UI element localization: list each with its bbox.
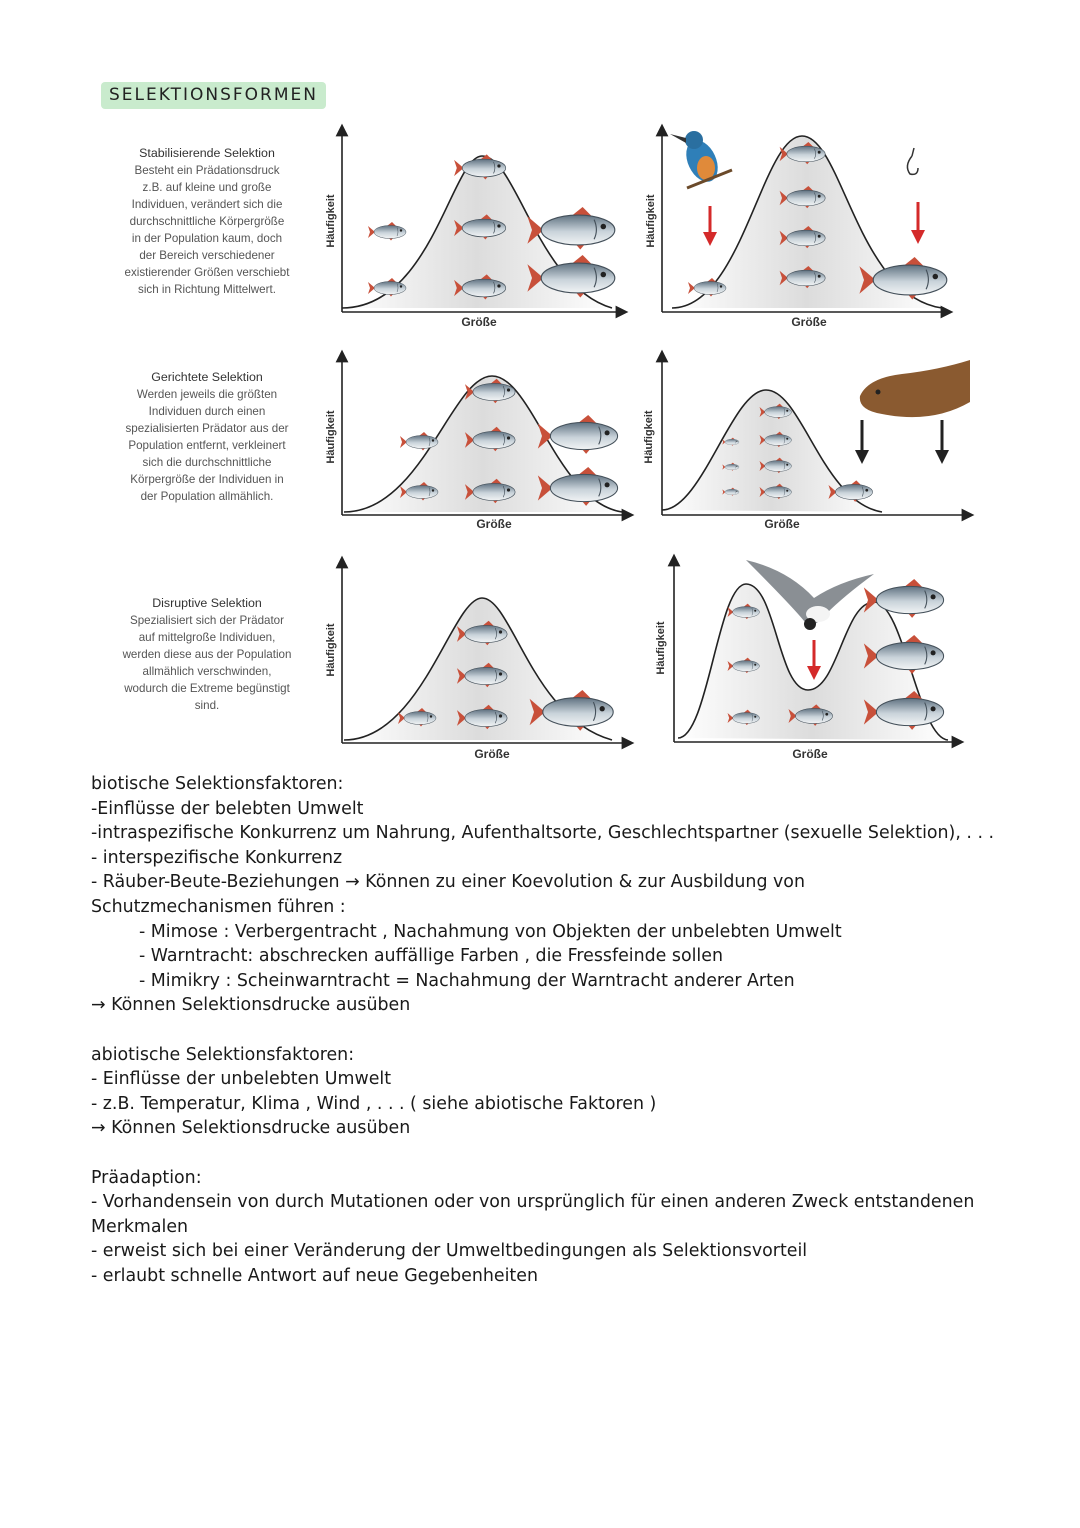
seal-icon (860, 360, 970, 417)
chart-directional-before (322, 352, 632, 538)
chart-disruptive-after (648, 552, 970, 770)
note-line: - interspezifische Konkurrenz (91, 847, 343, 868)
section-title: SELEKTIONSFORMEN (101, 82, 326, 109)
description-line: Spezialisiert sich der Prädator (129, 614, 284, 627)
description-line: in der Population kaum, doch (131, 232, 283, 245)
x-axis-label: Größe (764, 517, 800, 531)
note-line: - Vorhandensein von durch Mutationen oder von ursprünglich für einen anderen Zweck entstandenen Merkmalen (91, 1192, 975, 1237)
arrow-down-icon (855, 420, 869, 464)
x-axis-label: Größe (792, 747, 828, 761)
description-disruptive (107, 595, 307, 714)
description-line: der Population allmählich. (140, 490, 274, 503)
description-line: auf mittelgroße Individuen, (138, 631, 276, 644)
chart-svg (642, 126, 962, 334)
arrow-down-icon (911, 202, 925, 244)
note-line: - erweist sich bei einer Veränderung der Umweltbedingungen als Selektionsvorteil (91, 1241, 808, 1262)
description-line: z.B. auf kleine und große (142, 181, 272, 194)
description-directional (107, 369, 307, 505)
description-line: Werden jeweils die größten (136, 388, 278, 401)
chart-directional-after (642, 352, 972, 538)
description-line: spezialisierten Prädator aus der (125, 422, 289, 435)
description-line: allmählich verschwinden, (142, 665, 272, 678)
biotic-title: biotische Selektionsfaktoren: (91, 774, 344, 794)
arrow-down-icon (703, 206, 717, 246)
description-line: sich in Richtung Mittelwert. (138, 283, 276, 296)
description-line: wodurch die Extreme begünstigt (124, 682, 290, 695)
chart-stabilizing-after (642, 126, 962, 338)
description-heading: Disruptive Selektion (152, 596, 262, 610)
x-axis-label: Größe (791, 315, 827, 329)
notes (91, 772, 1051, 1288)
fishhook-icon (907, 148, 918, 174)
y-axis-label: Häufigkeit (645, 194, 657, 248)
note-line: - erlaubt schnelle Antwort auf neue Gegebenheiten (91, 1265, 538, 1286)
note-line: -Einflüsse der belebten Umwelt (91, 798, 364, 819)
description-line: Individuen, verändert sich die (131, 198, 283, 211)
x-axis-label: Größe (461, 315, 497, 329)
note-line: - Einflüsse der unbelebten Umwelt (91, 1069, 392, 1090)
note-line: -intraspezifische Konkurrenz um Nahrung, Aufenthaltsorte, Geschlechtspartner (sexuelle Selektion), . . . (91, 823, 995, 844)
note-line: → Können Selektionsdrucke ausüben (91, 1118, 411, 1139)
description-line: existierender Größen verschiebt (124, 266, 290, 279)
description-line: sich die durchschnittliche (142, 456, 272, 469)
note-line: Schutzmechanismen führen : (91, 896, 346, 917)
y-axis-label: Häufigkeit (655, 621, 667, 675)
arrow-down-icon (807, 640, 821, 680)
chart-svg (322, 352, 632, 534)
kingfisher-icon (670, 131, 732, 188)
note-line: → Können Selektionsdrucke ausüben (91, 995, 411, 1016)
description-line: durchschnittliche Körpergröße (129, 215, 285, 228)
chart-stabilizing-before (322, 126, 632, 338)
note-line: - z.B. Temperatur, Klima , Wind , . . . ( siehe abiotische Faktoren ) (91, 1093, 657, 1114)
note-line: - Räuber-Beute-Beziehungen → Können zu einer Koevolution & zur Ausbildung von (91, 872, 805, 893)
note-line: - Mimikry : Scheinwarntracht = Nachahmung der Warntracht anderer Arten (139, 970, 795, 991)
abiotic-title: abiotische Selektionsfaktoren: (91, 1044, 355, 1065)
x-axis-label: Größe (476, 517, 512, 531)
description-line: Körpergröße der Individuen in (130, 473, 284, 486)
note-line: - Mimose : Verbergentracht , Nachahmung von Objekten der unbelebten Umwelt (139, 921, 842, 942)
description-heading: Gerichtete Selektion (151, 370, 263, 384)
arrow-down-icon (935, 420, 949, 464)
chart-svg (322, 126, 632, 334)
chart-svg (642, 352, 972, 534)
y-axis-label: Häufigkeit (325, 410, 337, 464)
description-line: Population entfernt, verkleinert (128, 439, 286, 452)
note-line: - Warntracht: abschrecken auffällige Farben , die Fressfeinde sollen (139, 946, 723, 967)
y-axis-label: Häufigkeit (325, 623, 337, 677)
y-axis-label: Häufigkeit (643, 410, 655, 464)
chart-disruptive-before (322, 558, 632, 770)
description-line: sind. (194, 699, 220, 712)
description-stabilizing (107, 145, 307, 298)
description-line: Besteht ein Prädationsdruck (134, 164, 280, 177)
fish (368, 222, 406, 241)
y-axis-label: Häufigkeit (325, 194, 337, 248)
chart-svg (322, 558, 632, 766)
preadaptation-title: Präadaption: (91, 1167, 202, 1188)
chart-svg (648, 552, 970, 766)
description-line: der Bereich verschiedener (139, 249, 275, 262)
x-axis-label: Größe (474, 747, 510, 761)
description-line: werden diese aus der Population (122, 648, 292, 661)
description-heading: Stabilisierende Selektion (139, 146, 275, 160)
description-line: Individuen durch einen (148, 405, 266, 418)
